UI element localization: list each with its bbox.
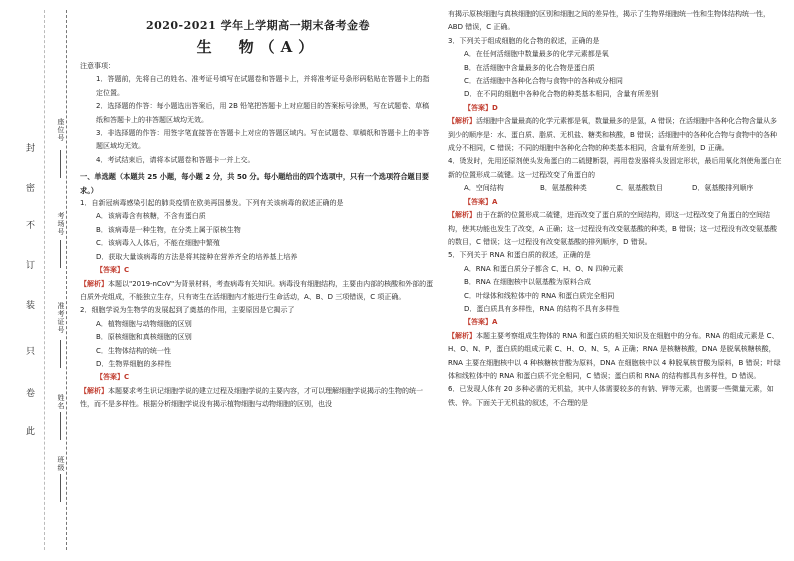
- question-options-row: [448, 182, 783, 195]
- field-line: [60, 240, 61, 268]
- field-line: [60, 150, 61, 178]
- binding-strip: [0, 0, 78, 561]
- section-heading: 一、单选题（本题共 25 小题，每小题 2 分，共 50 分。每小题给出的四个选项中，只有一个选项符合题目要求。）: [80, 172, 430, 195]
- question-stem: 2．细胞学说为生物学的发展起到了奠基的作用，主要原因是它揭示了: [80, 306, 295, 315]
- question-option: C．氨基酸数目: [616, 184, 663, 193]
- notice-item: 2．选择题的作答：每小题选出答案后，用 2B 铅笔把答题卡上对应题目的答案标号涂黑，写在试题卷、草稿纸和答题卡上的非答题区域均无效。: [96, 102, 430, 124]
- answer-label: 【答案】C: [96, 373, 130, 382]
- explanation-text: 本题要求考生识记细胞学说的建立过程及细胞学说的主要内容，才可以理解细胞学说揭示的生物的统一性，而不是多样性。根据分析细胞学说没有揭示植物细胞与动物细胞的区别，也没: [80, 386, 423, 409]
- binding-char: 只: [26, 347, 36, 357]
- question-option: B．RNA 在细胞核中以氨基酸为原料合成: [464, 278, 591, 287]
- explanation-text: 由于在新的位置形成二硫键，进而改变了蛋白质的空间结构，即这一过程改变了角蛋白的空间结构，使其功能也发生了改变，A 正确；这一过程没有改变氨基酸的种类，B 错误；这一过程没有改变氨基酸的数目，C 错误；这一过程没有改变氨基酸的排列顺序，D 错误。: [448, 211, 778, 246]
- answer-label: 【答案】C: [96, 266, 130, 275]
- explanation-text: 活细胞中含量最高的化学元素都是氧，数量最多的是氢，A 错误；在活细胞中各种化合物含量从多到少的顺序是：水、蛋白质、脂质、无机盐、糖类和核酸，B 错误；活细胞中的各种化合物与食物中的各种成分不相同，C 错误；不同的细胞中各种化合物的种类基本相同，含量有所差别，D 正确。: [448, 117, 778, 153]
- explanation-tag: 【解析】: [448, 331, 476, 340]
- question-option: C．叶绿体和线粒体中的 RNA 和蛋白质完全相同: [464, 291, 615, 300]
- name-field: 姓名: [57, 394, 65, 410]
- exam-room-field: 考场号: [57, 212, 65, 236]
- question-option: D．在不同的细胞中各种化合物的种类基本相同，含量有所差别: [464, 90, 659, 99]
- exam-subject: 生 物（A）: [196, 38, 320, 56]
- binding-char: 封: [26, 144, 36, 154]
- explanation: [80, 278, 436, 305]
- notice-item: 3．非选择题的作答：用签字笔直接答在答题卡上对应的答题区域内。写在试题卷、草稿纸和答题卡上的非答题区域均无效。: [96, 129, 430, 151]
- class-field: 班级: [57, 456, 65, 472]
- question-stem: 5．下列关于 RNA 和蛋白质的叙述，正确的是: [448, 251, 591, 260]
- explanation: [448, 115, 783, 155]
- field-line: [60, 412, 61, 440]
- question-option: A．RNA 和蛋白质分子都含 C、H、O、N 四种元素: [464, 264, 624, 273]
- binding-char: 订: [26, 261, 36, 271]
- question-option: C．该病毒入人体后，不能在细胞中繁殖: [96, 239, 220, 248]
- question-option: A．在任何活细胞中数量最多的化学元素都是氧: [464, 50, 609, 59]
- field-line: [60, 474, 61, 502]
- explanation: [448, 330, 783, 384]
- question-option: D．氨基酸排列顺序: [692, 184, 754, 193]
- question-option: D．蛋白质具有多样性，RNA 的结构不具有多样性: [464, 304, 620, 313]
- admission-number-field: 准考证号: [57, 302, 65, 334]
- binding-char: 此: [26, 427, 36, 437]
- notice-item: 1．答题前，先将自己的姓名、准考证号填写在试题卷和答题卡上，并将准考证号条形码粘贴在答题卡上的指定位置。: [96, 75, 430, 97]
- cut-line: [66, 10, 67, 550]
- binding-char: 卷: [26, 389, 36, 399]
- left-column: [80, 18, 436, 412]
- explanation-continued: 有揭示原核细胞与真核细胞的区别和细胞之间的差异性，揭示了生物界细胞统一性和生物体结构统一性，ABD 错误，C 正确。: [448, 10, 770, 32]
- notice-heading: 注意事项：: [80, 62, 115, 70]
- question-option: C．生物体结构的统一性: [96, 346, 171, 355]
- explanation-tag: 【解析】: [80, 279, 108, 288]
- explanation-tag: 【解析】: [80, 386, 108, 395]
- question-stem: 6．已发现人体有 20 多种必需的无机盐，其中人体需要较多的有钠、钾等元素，也需要一些微量元素，如铁、锌。下面关于无机盐的叙述，不合理的是: [448, 385, 774, 407]
- answer-label: 【答案】D: [464, 103, 498, 112]
- question-option: A．空间结构: [464, 184, 504, 193]
- binding-char: 密: [26, 184, 36, 194]
- right-column: [448, 8, 783, 410]
- answer-label: 【答案】A: [464, 197, 498, 206]
- field-line: [60, 340, 61, 368]
- question-option: B．在活细胞中含量最多的化合物是蛋白质: [464, 63, 595, 72]
- question-option: D．获取大量该病毒的方法是将其接种在营养齐全的培养基上培养: [96, 252, 298, 261]
- explanation: [448, 209, 783, 249]
- question-option: C．在活细胞中各种化合物与食物中的各种成分相同: [464, 77, 623, 86]
- question-option: A．该病毒含有核糖，不含有蛋白质: [96, 212, 206, 221]
- explanation: [80, 385, 436, 412]
- seat-number-field: 座位号: [57, 118, 65, 142]
- explanation-tag: 【解析】: [448, 211, 476, 220]
- explanation-text: 本题以"2019-nCoV"为背景材料，考查病毒有关知识。病毒没有细胞结构，主要由内部的核酸和外部的蛋白质外壳组成，不能独立生存，只有寄生在活细胞内才能进行生命活动，A、B、D 三项错误，C 项正确。: [80, 279, 434, 301]
- question-stem: 1．自新冠病毒感染引起的肺炎疫情在欧美再国暴发。下列有关该病毒的叙述正确的是: [80, 199, 344, 208]
- explanation-tag: 【解析】: [448, 117, 476, 126]
- question-option: A．植物细胞与动物细胞的区别: [96, 319, 192, 328]
- answer-label: 【答案】A: [464, 318, 498, 327]
- binding-char: 装: [26, 301, 36, 311]
- question-option: D．生物界细胞的多样性: [96, 359, 172, 368]
- question-option: B．原核细胞和真核细胞的区别: [96, 333, 192, 342]
- explanation-text: 本题主要考察组成生物体的 RNA 和蛋白质的相关知识及在细胞中的分布。RNA 的组成元素是 C、H、O、N、P，蛋白质的组成元素 C、H、O、N、S，A 正确；RNA 是核糖核酸，DNA 是脱氧核糖核酸，RNA 主要在细胞核中以 4 种核糖核苷酸为原料，DNA 在细胞核中以 4 种脱氧核苷酸为原料，B 错误；叶绿体和线粒体中的 RNA 和蛋白质不完全相同，C 错误；蛋白质和 RNA 的结构都具有多样性，D 错误。: [448, 331, 781, 380]
- question-stem: 3．下列关于组成细胞的化合物的叙述，正确的是: [448, 36, 600, 45]
- question-stem: 4．烫发时，先用还原剂使头发角蛋白的二硫键断裂，再用卷发器将头发固定形状，最后用氧化剂使角蛋白在新的位置形成二硫键。这一过程改变了角蛋白的: [448, 157, 782, 179]
- question-option: B．该病毒是一种生物，在分类上属于原核生物: [96, 225, 241, 234]
- binding-char: 不: [26, 221, 36, 231]
- fold-line: [44, 10, 45, 550]
- notice-item: 4．考试结束后，请将本试题卷和答题卡一并上交。: [96, 155, 255, 164]
- exam-title: 2020-2021 学年上学期高一期末备考金卷: [145, 19, 371, 32]
- question-option: B．氨基酸种类: [540, 184, 587, 193]
